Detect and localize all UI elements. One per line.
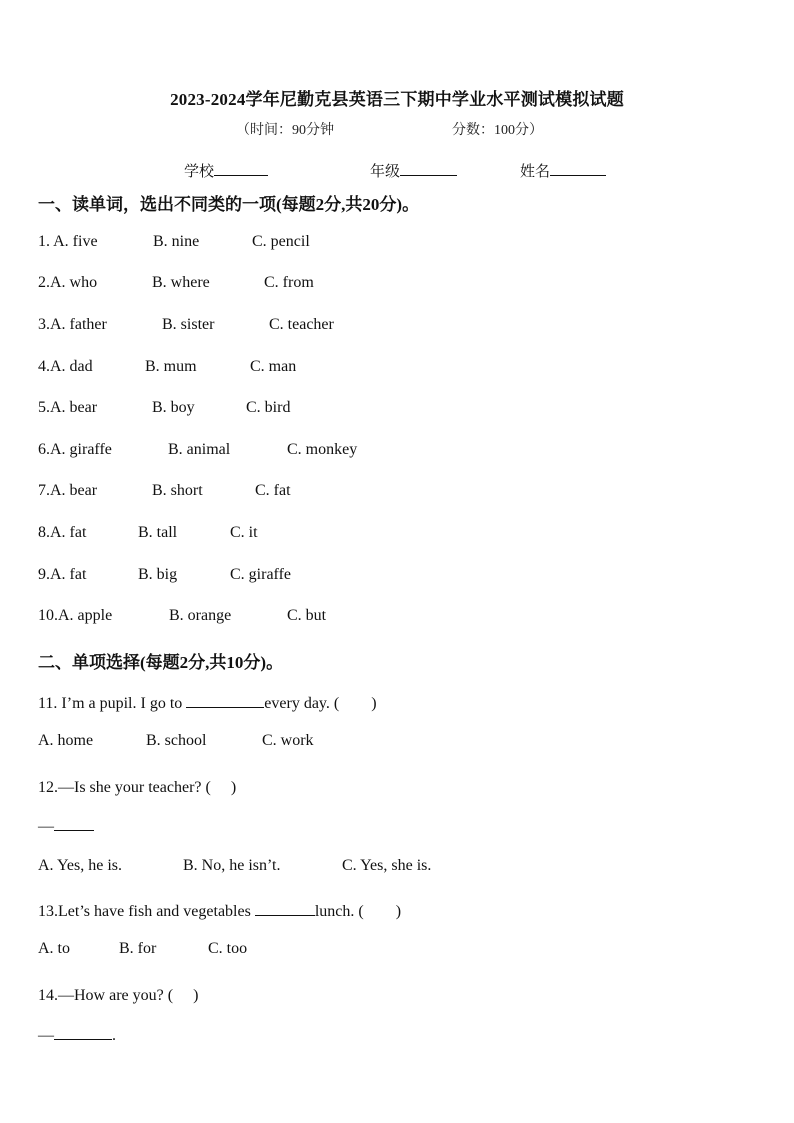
question-12-answer — [38, 815, 94, 836]
q7-option-c: C. fat — [255, 482, 291, 499]
question-7 — [38, 482, 291, 500]
q14-answer-end: . — [112, 1027, 116, 1044]
question-12-stem: 12.—Is she your teacher? ( ) — [38, 779, 237, 796]
q8-option-c: C. it — [230, 524, 258, 541]
q8-option-b: B. tall — [138, 524, 178, 541]
name-blank[interactable] — [550, 160, 606, 176]
question-12-options — [38, 857, 432, 875]
q13-text-end: lunch. ( ) — [314, 903, 402, 920]
q2-option-a: 2.A. who — [38, 274, 98, 291]
question-3 — [38, 316, 334, 334]
q2-option-b: B. where — [152, 274, 210, 291]
q1-option-c: C. pencil — [252, 233, 310, 250]
question-14-answer — [38, 1024, 116, 1045]
question-8 — [38, 524, 258, 542]
question-9 — [38, 566, 292, 584]
question-5 — [38, 399, 291, 417]
q4-option-c: C. man — [250, 358, 297, 375]
q13-blank[interactable] — [255, 900, 315, 916]
q6-option-c: C. monkey — [287, 441, 358, 458]
q11-option-c: C. work — [262, 732, 314, 749]
q5-option-a: 5.A. bear — [38, 399, 98, 416]
q1-option-a: 1. A. five — [38, 233, 98, 250]
q11-blank[interactable] — [186, 692, 264, 708]
exam-score: 分数：100分） — [452, 123, 543, 138]
q13-option-c: C. too — [208, 940, 248, 957]
q11-text-start: 11. I’m a pupil. I go to — [38, 695, 187, 712]
q8-option-a: 8.A. fat — [38, 524, 87, 541]
section1-heading: 一、读单词，选出不同类的一项(每题2分,共20分)。 — [38, 195, 420, 214]
question-13-stem — [38, 898, 401, 921]
q11-option-b: B. school — [146, 732, 207, 749]
q12-option-b: B. No, he isn’t. — [183, 857, 281, 874]
q9-option-b: B. big — [138, 566, 178, 583]
grade-field — [370, 160, 457, 181]
q3-option-a: 3.A. father — [38, 316, 107, 333]
q12-option-a: A. Yes, he is. — [38, 857, 123, 874]
name-field — [520, 160, 606, 181]
question-6 — [38, 441, 358, 459]
grade-blank[interactable] — [400, 160, 457, 176]
q4-option-b: B. mum — [145, 358, 197, 375]
section2-heading: 二、单项选择(每题2分,共10分)。 — [38, 653, 284, 672]
q14-answer-dash: — — [38, 1027, 54, 1044]
q4-option-a: 4.A. dad — [38, 358, 93, 375]
q11-option-a: A. home — [38, 732, 94, 749]
question-10 — [38, 607, 327, 625]
q9-option-a: 9.A. fat — [38, 566, 87, 583]
grade-label: 年级 — [370, 164, 401, 180]
q12-answer-dash: — — [38, 818, 54, 835]
name-label: 姓名 — [520, 164, 551, 180]
question-2 — [38, 274, 314, 292]
q1-option-b: B. nine — [153, 233, 200, 250]
question-11-options — [38, 732, 314, 750]
q10-option-c: C. but — [287, 607, 327, 624]
q7-option-b: B. short — [152, 482, 203, 499]
q9-option-c: C. giraffe — [230, 566, 292, 583]
q5-option-c: C. bird — [246, 399, 291, 416]
q11-text-end: every day. ( ) — [264, 695, 377, 712]
q13-text-start: 13.Let’s have fish and vegetables — [38, 903, 255, 920]
q10-option-b: B. orange — [169, 607, 232, 624]
q6-option-b: B. animal — [168, 441, 231, 458]
school-blank[interactable] — [214, 160, 268, 176]
question-1 — [38, 233, 310, 251]
q10-option-a: 10.A. apple — [38, 607, 113, 624]
question-4 — [38, 358, 297, 376]
school-label: 学校 — [184, 164, 215, 180]
q2-option-c: C. from — [264, 274, 314, 291]
q6-option-a: 6.A. giraffe — [38, 441, 112, 458]
q12-answer-blank[interactable] — [54, 815, 94, 831]
question-11-stem — [38, 690, 377, 713]
q14-answer-blank[interactable] — [54, 1024, 112, 1040]
q13-option-a: A. to — [38, 940, 70, 957]
q7-option-a: 7.A. bear — [38, 482, 98, 499]
question-13-options — [38, 940, 248, 958]
q12-option-c: C. Yes, she is. — [342, 857, 432, 874]
exam-title: 2023-2024学年尼勤克县英语三下期中学业水平测试模拟试题 — [170, 90, 624, 109]
q13-option-b: B. for — [119, 940, 157, 957]
question-14-stem: 14.—How are you? ( ) — [38, 987, 199, 1004]
school-field — [184, 160, 268, 181]
q3-option-c: C. teacher — [269, 316, 334, 333]
exam-time: （时间：90分钟 — [236, 123, 334, 138]
q3-option-b: B. sister — [162, 316, 215, 333]
q5-option-b: B. boy — [152, 399, 195, 416]
